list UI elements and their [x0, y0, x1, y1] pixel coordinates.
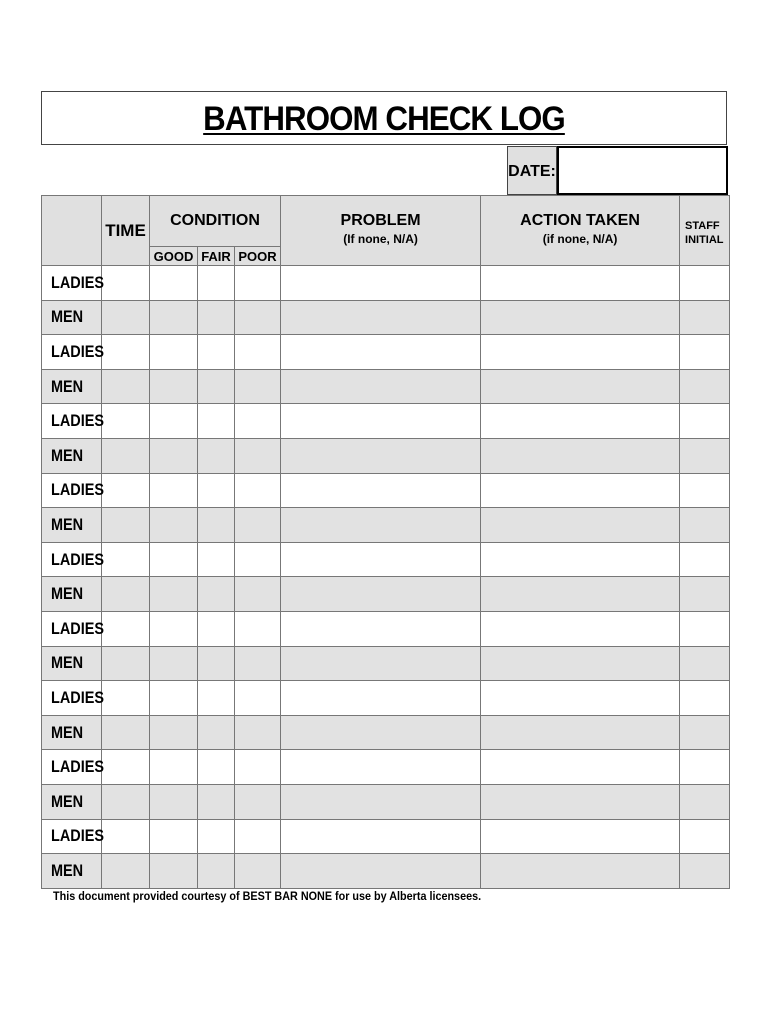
- header-action-label: ACTION TAKEN: [520, 212, 640, 229]
- action-cell[interactable]: [481, 335, 680, 370]
- header-problem-label: PROBLEM: [340, 212, 421, 229]
- staff-initial-cell[interactable]: [680, 404, 730, 439]
- problem-cell[interactable]: [281, 300, 481, 335]
- staff-initial-cell[interactable]: [680, 819, 730, 854]
- table-row: [42, 854, 730, 889]
- table-row: [42, 404, 730, 439]
- table-row: [42, 266, 730, 301]
- table-row: [42, 784, 730, 819]
- action-cell[interactable]: [481, 542, 680, 577]
- good-cell[interactable]: [150, 750, 198, 785]
- action-cell[interactable]: [481, 750, 680, 785]
- poor-cell[interactable]: [235, 438, 281, 473]
- row-label-text: MEN: [51, 376, 84, 396]
- row-label-text: LADIES: [51, 826, 104, 846]
- poor-cell[interactable]: [235, 784, 281, 819]
- problem-cell[interactable]: [281, 577, 481, 612]
- fair-cell[interactable]: [198, 611, 235, 646]
- row-label: [42, 508, 102, 543]
- good-cell[interactable]: [150, 854, 198, 889]
- date-label: DATE:: [507, 146, 557, 195]
- row-label: [42, 577, 102, 612]
- row-label-text: LADIES: [51, 687, 104, 707]
- row-label-text: LADIES: [51, 272, 104, 292]
- table-row: [42, 335, 730, 370]
- check-log-table: [41, 195, 730, 889]
- problem-cell[interactable]: [281, 266, 481, 301]
- good-cell[interactable]: [150, 681, 198, 716]
- staff-initial-cell[interactable]: [680, 300, 730, 335]
- staff-initial-cell[interactable]: [680, 508, 730, 543]
- header-staff: [680, 196, 730, 266]
- row-label-text: MEN: [51, 653, 84, 673]
- row-label: [42, 750, 102, 785]
- row-label-text: MEN: [51, 514, 84, 534]
- table-row: [42, 508, 730, 543]
- poor-cell[interactable]: [235, 646, 281, 681]
- poor-cell[interactable]: [235, 335, 281, 370]
- header-condition: CONDITION: [150, 196, 281, 247]
- header-time: TIME: [102, 196, 150, 266]
- action-cell[interactable]: [481, 784, 680, 819]
- row-label-text: LADIES: [51, 757, 104, 777]
- fair-cell[interactable]: [198, 750, 235, 785]
- staff-initial-cell[interactable]: [680, 473, 730, 508]
- header-good: GOOD: [150, 247, 198, 266]
- problem-cell[interactable]: [281, 819, 481, 854]
- date-field[interactable]: [557, 146, 728, 195]
- footer-note: This document provided courtesy of BEST BAR NONE for use by Alberta licensees.: [53, 889, 482, 903]
- staff-initial-cell[interactable]: [680, 438, 730, 473]
- problem-cell[interactable]: [281, 542, 481, 577]
- time-cell[interactable]: [102, 715, 150, 750]
- poor-cell[interactable]: [235, 681, 281, 716]
- row-label-text: MEN: [51, 584, 84, 604]
- good-cell[interactable]: [150, 542, 198, 577]
- row-label: [42, 266, 102, 301]
- staff-initial-cell[interactable]: [680, 715, 730, 750]
- problem-cell[interactable]: [281, 750, 481, 785]
- fair-cell[interactable]: [198, 404, 235, 439]
- row-label: [42, 611, 102, 646]
- action-cell[interactable]: [481, 611, 680, 646]
- good-cell[interactable]: [150, 473, 198, 508]
- problem-cell[interactable]: [281, 681, 481, 716]
- header-fair: FAIR: [198, 247, 235, 266]
- poor-cell[interactable]: [235, 854, 281, 889]
- row-label-text: LADIES: [51, 549, 104, 569]
- row-label: [42, 784, 102, 819]
- table-row: [42, 715, 730, 750]
- fair-cell[interactable]: [198, 335, 235, 370]
- row-label: [42, 438, 102, 473]
- good-cell[interactable]: [150, 300, 198, 335]
- action-cell[interactable]: [481, 473, 680, 508]
- fair-cell[interactable]: [198, 854, 235, 889]
- fair-cell[interactable]: [198, 542, 235, 577]
- poor-cell[interactable]: [235, 508, 281, 543]
- good-cell[interactable]: [150, 819, 198, 854]
- row-label: [42, 715, 102, 750]
- fair-cell[interactable]: [198, 715, 235, 750]
- row-label: [42, 404, 102, 439]
- problem-cell[interactable]: [281, 438, 481, 473]
- action-cell[interactable]: [481, 646, 680, 681]
- staff-initial-cell[interactable]: [680, 681, 730, 716]
- poor-cell[interactable]: [235, 715, 281, 750]
- time-cell[interactable]: [102, 300, 150, 335]
- row-label: [42, 681, 102, 716]
- problem-cell[interactable]: [281, 854, 481, 889]
- action-cell[interactable]: [481, 819, 680, 854]
- good-cell[interactable]: [150, 404, 198, 439]
- fair-cell[interactable]: [198, 300, 235, 335]
- fair-cell[interactable]: [198, 784, 235, 819]
- action-cell[interactable]: [481, 577, 680, 612]
- problem-cell[interactable]: [281, 646, 481, 681]
- fair-cell[interactable]: [198, 473, 235, 508]
- action-cell[interactable]: [481, 438, 680, 473]
- staff-initial-cell[interactable]: [680, 577, 730, 612]
- staff-initial-cell[interactable]: [680, 611, 730, 646]
- fair-cell[interactable]: [198, 369, 235, 404]
- action-cell[interactable]: [481, 404, 680, 439]
- poor-cell[interactable]: [235, 404, 281, 439]
- poor-cell[interactable]: [235, 300, 281, 335]
- row-label: [42, 335, 102, 370]
- staff-initial-cell[interactable]: [680, 335, 730, 370]
- table-row: [42, 819, 730, 854]
- problem-cell[interactable]: [281, 508, 481, 543]
- row-label: [42, 542, 102, 577]
- problem-cell[interactable]: [281, 473, 481, 508]
- title-box: [41, 91, 727, 145]
- poor-cell[interactable]: [235, 369, 281, 404]
- staff-initial-cell[interactable]: [680, 369, 730, 404]
- problem-cell[interactable]: [281, 369, 481, 404]
- poor-cell[interactable]: [235, 473, 281, 508]
- good-cell[interactable]: [150, 266, 198, 301]
- time-cell[interactable]: [102, 369, 150, 404]
- table-row: [42, 611, 730, 646]
- header-blank: [42, 196, 102, 266]
- row-label: [42, 646, 102, 681]
- row-label: [42, 369, 102, 404]
- fair-cell[interactable]: [198, 681, 235, 716]
- good-cell[interactable]: [150, 577, 198, 612]
- action-cell[interactable]: [481, 681, 680, 716]
- page-title: BATHROOM CHECK LOG: [203, 100, 565, 138]
- time-cell[interactable]: [102, 508, 150, 543]
- row-label: [42, 854, 102, 889]
- good-cell[interactable]: [150, 784, 198, 819]
- header-problem-sub: (If none, N/A): [343, 232, 418, 246]
- header-action-sub: (if none, N/A): [542, 232, 618, 246]
- problem-cell[interactable]: [281, 715, 481, 750]
- table-row: [42, 646, 730, 681]
- problem-cell[interactable]: [281, 335, 481, 370]
- problem-cell[interactable]: [281, 404, 481, 439]
- problem-cell[interactable]: [281, 611, 481, 646]
- good-cell[interactable]: [150, 715, 198, 750]
- row-label-text: MEN: [51, 860, 84, 880]
- good-cell[interactable]: [150, 438, 198, 473]
- row-label-text: MEN: [51, 307, 84, 327]
- table-row: [42, 369, 730, 404]
- row-label: [42, 473, 102, 508]
- good-cell[interactable]: [150, 646, 198, 681]
- poor-cell[interactable]: [235, 611, 281, 646]
- poor-cell[interactable]: [235, 750, 281, 785]
- header-staff-line2: INITIAL: [685, 234, 724, 246]
- good-cell[interactable]: [150, 508, 198, 543]
- staff-initial-cell[interactable]: [680, 854, 730, 889]
- staff-initial-cell[interactable]: [680, 646, 730, 681]
- good-cell[interactable]: [150, 369, 198, 404]
- poor-cell[interactable]: [235, 577, 281, 612]
- row-label-text: MEN: [51, 722, 84, 742]
- header-staff-line1: STAFF: [685, 220, 720, 232]
- action-cell[interactable]: [481, 369, 680, 404]
- problem-cell[interactable]: [281, 784, 481, 819]
- staff-initial-cell[interactable]: [680, 266, 730, 301]
- time-cell[interactable]: [102, 854, 150, 889]
- table-row: [42, 681, 730, 716]
- header-action: [481, 196, 680, 266]
- poor-cell[interactable]: [235, 819, 281, 854]
- row-label-text: LADIES: [51, 411, 104, 431]
- staff-initial-cell[interactable]: [680, 750, 730, 785]
- staff-initial-cell[interactable]: [680, 784, 730, 819]
- good-cell[interactable]: [150, 335, 198, 370]
- action-cell[interactable]: [481, 508, 680, 543]
- action-cell[interactable]: [481, 266, 680, 301]
- table-row: [42, 300, 730, 335]
- good-cell[interactable]: [150, 611, 198, 646]
- row-label-text: LADIES: [51, 480, 104, 500]
- action-cell[interactable]: [481, 715, 680, 750]
- staff-initial-cell[interactable]: [680, 542, 730, 577]
- fair-cell[interactable]: [198, 577, 235, 612]
- row-label-text: MEN: [51, 445, 84, 465]
- time-cell[interactable]: [102, 646, 150, 681]
- header-poor: POOR: [235, 247, 281, 266]
- fair-cell[interactable]: [198, 438, 235, 473]
- fair-cell[interactable]: [198, 266, 235, 301]
- table-row: [42, 473, 730, 508]
- action-cell[interactable]: [481, 300, 680, 335]
- fair-cell[interactable]: [198, 508, 235, 543]
- action-cell[interactable]: [481, 854, 680, 889]
- time-cell[interactable]: [102, 577, 150, 612]
- table-row: [42, 750, 730, 785]
- time-cell[interactable]: [102, 438, 150, 473]
- row-label: [42, 819, 102, 854]
- table-row: [42, 542, 730, 577]
- table-row: [42, 438, 730, 473]
- log-body: [42, 266, 730, 889]
- poor-cell[interactable]: [235, 266, 281, 301]
- row-label-text: MEN: [51, 791, 84, 811]
- row-label-text: LADIES: [51, 618, 104, 638]
- row-label: [42, 300, 102, 335]
- table-row: [42, 577, 730, 612]
- fair-cell[interactable]: [198, 819, 235, 854]
- fair-cell[interactable]: [198, 646, 235, 681]
- row-label-text: LADIES: [51, 341, 104, 361]
- time-cell[interactable]: [102, 784, 150, 819]
- poor-cell[interactable]: [235, 542, 281, 577]
- header-problem: [281, 196, 481, 266]
